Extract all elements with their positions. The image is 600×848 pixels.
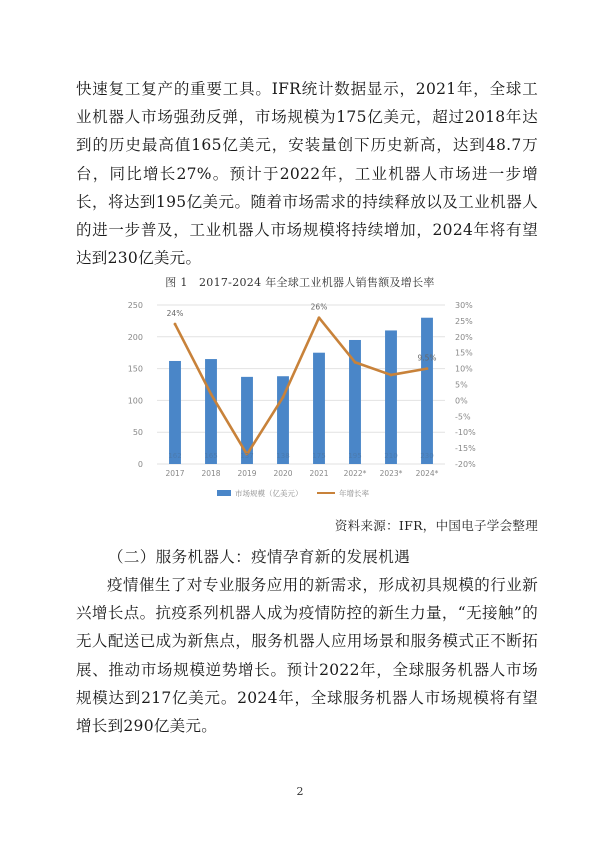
y-right-tick-label: -20% bbox=[455, 460, 476, 469]
chart-svg bbox=[117, 291, 483, 513]
bar-value-label: 138 bbox=[276, 452, 290, 460]
growth-rate-point bbox=[282, 396, 285, 399]
chart-bar bbox=[169, 361, 181, 464]
growth-rate-label: 24% bbox=[166, 309, 184, 319]
y-right-tick-label: 0% bbox=[455, 396, 468, 406]
y-left-tick-label: 150 bbox=[127, 364, 143, 374]
x-tick-label: 2022* bbox=[343, 469, 367, 478]
x-tick-label: 2023* bbox=[379, 469, 403, 478]
growth-rate-label: 26% bbox=[310, 302, 328, 312]
x-tick-label: 2019 bbox=[237, 469, 257, 478]
y-right-tick-label: 5% bbox=[455, 380, 468, 390]
bar-value-label: 230 bbox=[420, 452, 434, 460]
chart-gridlines bbox=[157, 302, 445, 464]
y-right-tick-label: -5% bbox=[455, 412, 471, 422]
x-tick-label: 2020 bbox=[273, 469, 293, 478]
y-right-tick-label: -15% bbox=[455, 444, 476, 454]
growth-rate-point bbox=[210, 393, 213, 396]
body-paragraph-1: 快速复工复产的重要工具。IFR统计数据显示，2021年，全球工业机器人市场强劲反弹，市场规模为175亿美元，超过2018年达到的历史最高值165亿美元，安装量创下历史新高，达到48.7万台，同比增长27%。预计于2022年，工业机器人市场进一步增长，将达到195亿美元。随着市场需求的持续释放以及工业机器人的进一步普及，工业机器人市场规模将持续增加，2024年将有望达到230亿美元。 bbox=[76, 80, 538, 268]
y-right-tick-label: 25% bbox=[455, 316, 473, 326]
legend-label-line: 年增长率 bbox=[339, 489, 369, 498]
y-right-tick-label: 15% bbox=[455, 348, 473, 358]
bar-value-label: 162 bbox=[168, 452, 182, 460]
bar-value-label: 175 bbox=[312, 452, 326, 460]
y-left-tick-label: 200 bbox=[127, 332, 143, 342]
growth-rate-point bbox=[390, 374, 393, 377]
chart-legend bbox=[217, 488, 369, 498]
x-tick-label: 2024* bbox=[415, 469, 439, 478]
y-right-tick-label: 30% bbox=[455, 301, 473, 310]
bar-value-label: 210 bbox=[384, 452, 398, 460]
y-left-tick-label: 50 bbox=[132, 428, 143, 438]
x-tick-label: 2017 bbox=[165, 469, 185, 478]
bar-value-label: 195 bbox=[348, 452, 362, 460]
bar-value-label: 137 bbox=[240, 452, 254, 460]
legend-label-bar: 市场规模（亿美元） bbox=[235, 489, 303, 498]
source-note: 资料来源：IFR，中国电子学会整理 bbox=[334, 518, 538, 533]
chart-bar bbox=[421, 318, 433, 464]
section-heading: （二）服务机器人：疫情孕育新的发展机遇 bbox=[108, 548, 411, 566]
sales-growth-chart bbox=[117, 291, 483, 513]
chart-bar bbox=[205, 359, 217, 464]
y-right-tick-label: 20% bbox=[455, 332, 473, 342]
growth-rate-point bbox=[174, 323, 177, 326]
bar-value-label: 165 bbox=[204, 452, 218, 460]
chart-bar bbox=[313, 353, 325, 464]
growth-rate-point bbox=[318, 316, 321, 319]
growth-rate-point bbox=[426, 367, 429, 370]
y-right-tick-label: -10% bbox=[455, 428, 476, 438]
chart-bar bbox=[385, 330, 397, 464]
chart-bar bbox=[241, 377, 253, 464]
y-left-tick-label: 100 bbox=[127, 396, 143, 406]
y-right-tick-label: 10% bbox=[455, 364, 473, 374]
legend-swatch-bar bbox=[217, 490, 231, 496]
body-paragraph-2: 疫情催生了对专业服务应用的新需求，形成初具规模的行业新兴增长点。抗疫系列机器人成为疫情防控的新生力量，“无接触”的无人配送已成为新焦点，服务机器人应用场景和服务模式正不断拓展、推动市场规模逆势增长。预计2022年，全球服务机器人市场规模达到217亿美元。2024年，全球服务机器人市场规模将有望增长到290亿美元。 bbox=[76, 576, 538, 736]
growth-rate-point bbox=[354, 361, 357, 364]
figure-caption: 图 1 2017-2024 年全球工业机器人销售额及增长率 bbox=[165, 276, 435, 289]
y-left-tick-label: 250 bbox=[127, 301, 143, 310]
page-number: 2 bbox=[296, 785, 304, 798]
y-left-tick-label: 0 bbox=[137, 460, 143, 469]
x-tick-label: 2021 bbox=[309, 469, 329, 478]
growth-rate-label: 9.5% bbox=[417, 353, 437, 363]
x-tick-label: 2018 bbox=[201, 469, 221, 478]
